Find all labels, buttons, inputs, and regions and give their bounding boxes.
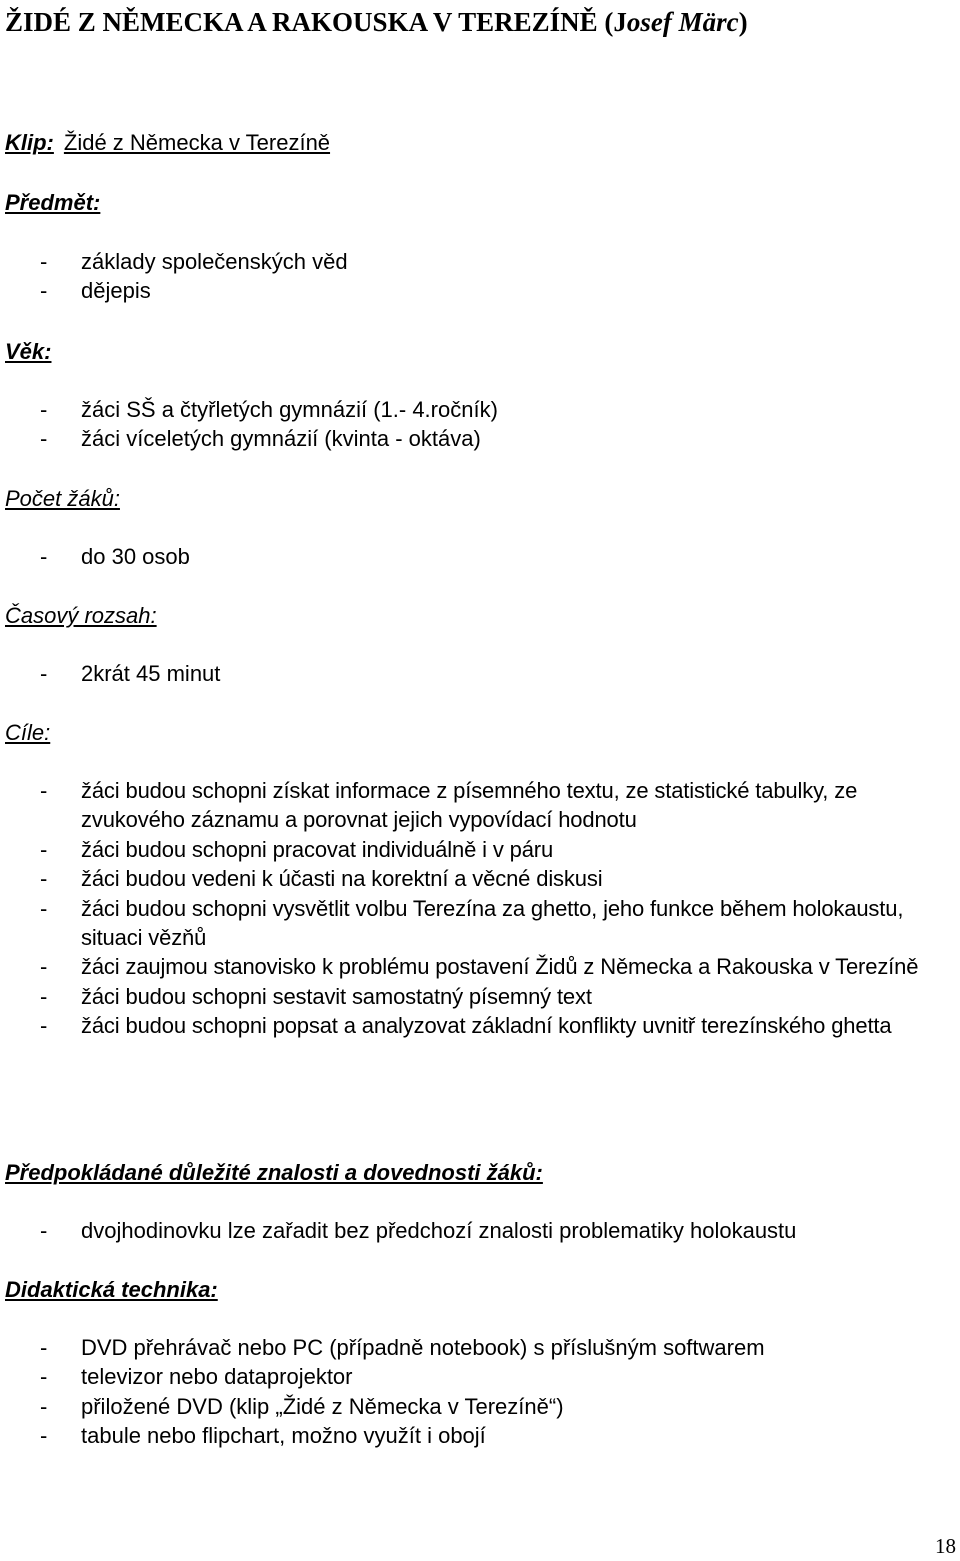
title-close: ) <box>738 7 748 37</box>
document-title <box>5 4 748 40</box>
vek-list <box>0 395 960 454</box>
list-item: - televizor nebo dataprojektor <box>0 1362 960 1391</box>
list-item: - žáci zaujmou stanovisko k problému postavení Židů z Německa a Rakouska v Terezíně <box>0 952 960 981</box>
list-item: - žáci budou schopni pracovat individuálně i v páru <box>0 835 960 864</box>
casovy-rozsah-list <box>0 659 960 688</box>
list-item: - tabule nebo flipchart, možno využít i obojí <box>0 1421 960 1450</box>
pocet-zaku-list <box>0 542 960 571</box>
znalosti-list <box>0 1216 960 1245</box>
list-item: - DVD přehrávač nebo PC (případně notebook) s příslušným softwarem <box>0 1333 960 1362</box>
list-item: - žáci víceletých gymnázií (kvinta - oktáva) <box>0 424 960 453</box>
technika-heading: Didaktická technika: <box>5 1277 218 1302</box>
list-item: - žáci budou vedeni k účasti na korektní a věcné diskusi <box>0 864 960 893</box>
list-item: - žáci budou schopni popsat a analyzovat základní konflikty uvnitř terezínského ghetta <box>0 1011 960 1040</box>
list-item: - žáci SŠ a čtyřletých gymnázií (1.- 4.ročník) <box>0 395 960 424</box>
predmet-heading: Předmět: <box>5 190 101 215</box>
title-main: ŽIDÉ Z NĚMECKA A RAKOUSKA V TEREZÍNĚ (J <box>5 7 627 37</box>
cile-list <box>0 776 960 1041</box>
list-item: - dvojhodinovku lze zařadit bez předchozí znalosti problematiky holokaustu <box>0 1216 960 1245</box>
casovy-rozsah-heading: Časový rozsah: <box>5 603 157 628</box>
znalosti-heading: Předpokládané důležité znalosti a dovednosti žáků: <box>5 1160 543 1185</box>
predmet-list <box>0 247 960 306</box>
list-item: - žáci budou schopni sestavit samostatný písemný text <box>0 982 960 1011</box>
list-item: - 2krát 45 minut <box>0 659 960 688</box>
list-item: - přiložené DVD (klip „Židé z Německa v Terezíně“) <box>0 1392 960 1421</box>
list-item: - žáci budou schopni vysvětlit volbu Terezína za ghetto, jeho funkce během holokaustu, situaci vězňů <box>0 894 960 953</box>
klip-heading <box>5 128 330 157</box>
technika-list <box>0 1333 960 1451</box>
title-author: osef Märc <box>626 7 739 37</box>
list-item: - žáci budou schopni získat informace z písemného textu, ze statistické tabulky, ze zvukového záznamu a porovnat jejich vypovídací hodnotu <box>0 776 960 835</box>
klip-value: Židé z Německa v Terezíně <box>63 130 331 155</box>
cile-heading: Cíle: <box>5 720 51 745</box>
page-number: 18 <box>935 1534 956 1558</box>
pocet-zaku-heading: Počet žáků: <box>5 486 120 511</box>
list-item: - dějepis <box>0 276 960 305</box>
vek-heading: Věk: <box>5 339 52 364</box>
list-item: - do 30 osob <box>0 542 960 571</box>
list-item: - základy společenských věd <box>0 247 960 276</box>
klip-label: Klip: <box>5 130 54 155</box>
